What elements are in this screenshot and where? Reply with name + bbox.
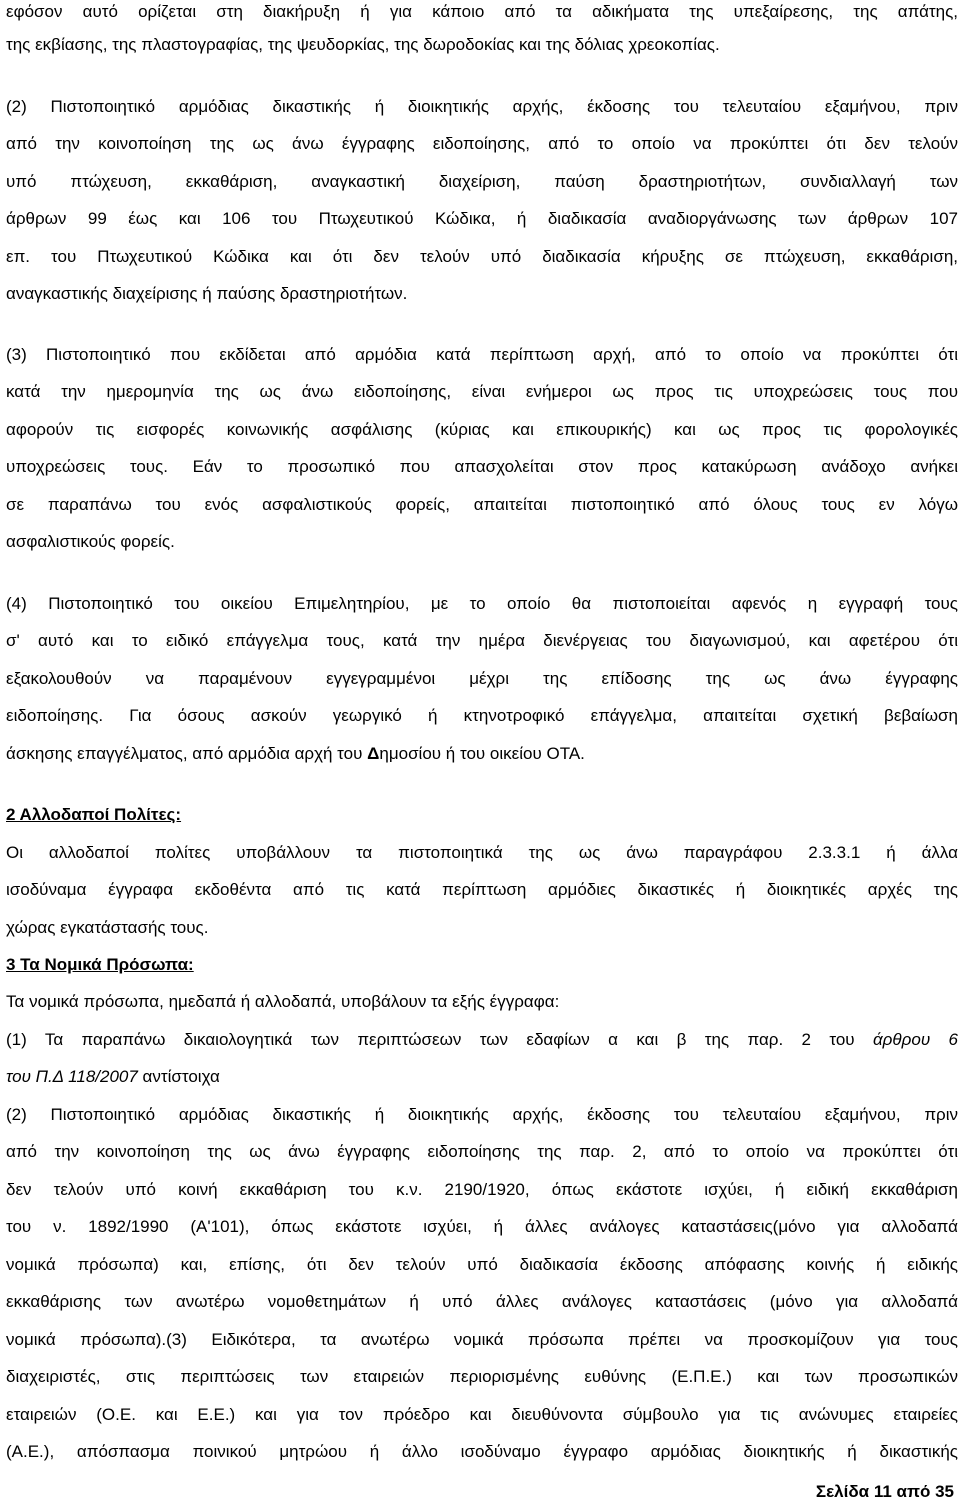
paragraph-line: Οι αλλοδαποί πολίτες υποβάλλουν τα πιστοποιητικά της ως άνω παραγράφου 2.3.3.1 ή άλλα <box>6 843 958 862</box>
text-run: αντίστοιχα <box>137 1067 220 1086</box>
paragraph-line: δεν τελούν υπό κοινή εκκαθάριση του κ.ν. 2190/1920, όπως εκάστοτε ισχύει, ή ειδική εκκαθάριση <box>6 1180 958 1199</box>
text-run: άσκησης επαγγέλματος, από αρμόδια αρχή του <box>6 744 368 763</box>
paragraph-line <box>6 1065 220 1089</box>
paragraph-line: από την κοινοποίηση της ως άνω έγγραφης ειδοποίησης, από το οποίο να προκύπτει ότι δεν τελούν <box>6 134 958 153</box>
paragraph-line: (Α.Ε.), απόσπασμα ποινικού μητρώου ή άλλο ισοδύναμο έγγραφο αρμόδιας διοικητικής ή δικαστικής <box>6 1442 958 1461</box>
text-run: ημοσίου ή του οικείου ΟΤΑ. <box>379 744 585 763</box>
paragraph-line: του ν. 1892/1990 (Α'101), όπως εκάστοτε ισχύει, ή άλλες ανάλογες καταστάσεις(μόνο για αλλοδαπά <box>6 1217 958 1236</box>
paragraph-line: σ' αυτό και το ειδικό επάγγελμα τους, κατά την ημέρα διενέργειας του διαγωνισμού, και αφετέρου ότι <box>6 631 958 650</box>
text-run: (1) Τα παραπάνω δικαιολογητικά των περιπτώσεων των εδαφίων α και β της παρ. 2 του <box>6 1030 855 1049</box>
paragraph-line: από την κοινοποίηση της ως άνω έγγραφης ειδοποίησης της παρ. 2, από το οποίο να προκύπτει ότι <box>6 1142 958 1161</box>
paragraph-line: (4) Πιστοποιητικό του οικείου Επιμελητηρίου, με το οποίο θα πιστοποιείται αφενός η εγγραφή τους <box>6 594 958 613</box>
paragraph-line: αναγκαστικής διαχείρισης ή παύσης δραστηριοτήτων. <box>6 284 408 303</box>
paragraph-line: (2) Πιστοποιητικό αρμόδιας δικαστικής ή διοικητικής αρχής, έκδοσης του τελευταίου εξαμήνου, πριν <box>6 1105 958 1124</box>
section-heading: 2 Αλλοδαποί Πολίτες: <box>6 805 182 824</box>
paragraph-line: Τα νομικά πρόσωπα, ημεδαπά ή αλλοδαπά, υποβάλουν τα εξής έγγραφα: <box>6 992 560 1011</box>
paragraph-line: εκκαθάρισης των ανωτέρω νομοθετημάτων ή υπό άλλες ανάλογες καταστάσεις (μόνο για αλλοδαπά <box>6 1292 958 1311</box>
paragraph-line <box>6 742 585 766</box>
paragraph-line: διαχειριστές, στις περιπτώσεις των εταιρειών περιορισμένης ευθύνης (Ε.Π.Ε.) και των προσωπικών <box>6 1367 958 1386</box>
paragraph-line: ασφαλιστικούς φορείς. <box>6 532 175 551</box>
paragraph-line: της εκβίασης, της πλαστογραφίας, της ψευδορκίας, της δωροδοκίας και της δόλιας χρεοκοπίας. <box>6 35 720 54</box>
paragraph-line: σε παραπάνω του ενός ασφαλιστικούς φορείς, απαιτείται πιστοποιητικό από όλους τους εν λόγω <box>6 495 958 514</box>
paragraph-line: εταιρειών (Ο.Ε. και Ε.Ε.) και για τον πρόεδρο και διευθύνοντα σύμβουλο για τις ανώνυμες εταιρείες <box>6 1405 958 1424</box>
paragraph-line: ισοδύναμα έγγραφα εκδοθέντα από τις κατά περίπτωση αρμόδιες δικαστικές ή διοικητικές αρχές της <box>6 880 958 899</box>
paragraph-line <box>6 1028 958 1052</box>
paragraph-line: χώρας εγκατάστασής τους. <box>6 918 209 937</box>
text-run-italic: άρθρου 6 <box>872 1030 958 1049</box>
paragraph-line: εφόσον αυτό ορίζεται στη διακήρυξη ή για κάποιο από τα αδικήματα της υπεξαίρεσης, της απάτης, <box>6 2 958 21</box>
paragraph-line: κατά την ημερομηνία της ως άνω ειδοποίησης, είναι ενήμεροι ως προς τις υποχρεώσεις τους που <box>6 382 958 401</box>
text-run-italic: του Π.Δ 118/2007 <box>6 1067 138 1086</box>
paragraph-line: (2) Πιστοποιητικό αρμόδιας δικαστικής ή διοικητικής αρχής, έκδοσης του τελευταίου εξαμήνου, πριν <box>6 97 958 116</box>
text-run-bold: Δ <box>367 744 380 763</box>
paragraph-line: άρθρων 99 έως και 106 του Πτωχευτικού Κώδικα, ή διαδικασία αναδιοργάνωσης των άρθρων 107 <box>6 209 958 228</box>
paragraph-line: υποχρεώσεις τους. Εάν το προσωπικό που απασχολείται στον προς κατακύρωση ανάδοχο ανήκει <box>6 457 958 476</box>
paragraph-line: υπό πτώχευση, εκκαθάριση, αναγκαστική διαχείριση, παύση δραστηριοτήτων, συνδιαλλαγή των <box>6 172 958 191</box>
section-heading: 3 Τα Νομικά Πρόσωπα: <box>6 955 194 974</box>
paragraph-line: αφορούν τις εισφορές κοινωνικής ασφάλισης (κύριας και επικουρικής) και ως προς τις φορολογικές <box>6 420 958 439</box>
paragraph-line: νομικά πρόσωπα) και, επίσης, ότι δεν τελούν υπό διαδικασία έκδοσης απόφασης κοινής ή ειδικής <box>6 1255 958 1274</box>
paragraph-line: νομικά πρόσωπα).(3) Ειδικότερα, τα ανωτέρω νομικά πρόσωπα πρέπει να προσκομίζουν για τους <box>6 1330 958 1349</box>
paragraph-line: (3) Πιστοποιητικό που εκδίδεται από αρμόδια κατά περίπτωση αρχή, από το οποίο να προκύπτει ότι <box>6 345 958 364</box>
paragraph-line: εξακολουθούν να παραμένουν εγγεγραμμένοι μέχρι της επίδοσης της ως άνω έγγραφης <box>6 669 958 688</box>
paragraph-line: ειδοποίησης. Για όσους ασκούν γεωργικό ή κτηνοτροφικό επάγγελμα, απαιτείται σχετική βεβαίωση <box>6 706 958 725</box>
page-number: Σελίδα 11 από 35 <box>815 1482 954 1501</box>
paragraph-line: επ. του Πτωχευτικού Κώδικα και ότι δεν τελούν υπό διαδικασία κήρυξης σε πτώχευση, εκκαθάριση, <box>6 247 958 266</box>
